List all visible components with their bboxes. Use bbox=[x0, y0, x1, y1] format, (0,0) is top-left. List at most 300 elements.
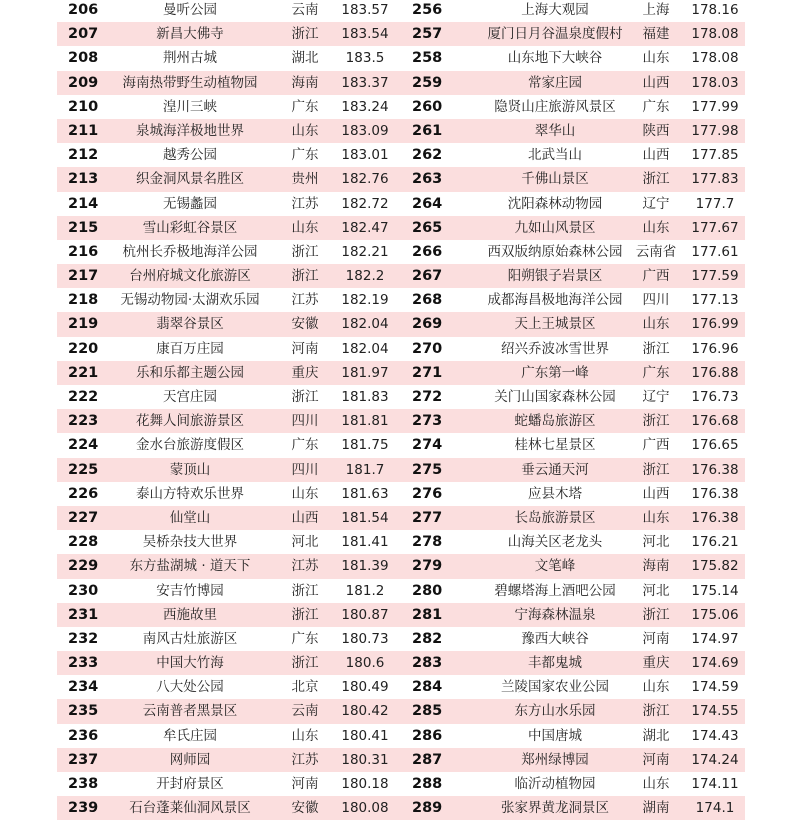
right-rank-cell: 268 bbox=[412, 292, 443, 309]
right-rank-cell: 278 bbox=[412, 534, 443, 551]
right-name-cell: 兰陵国家农业公园 bbox=[501, 679, 609, 696]
right-name-cell: 张家界黄龙洞景区 bbox=[501, 800, 609, 817]
right-name-cell: 九如山风景区 bbox=[514, 219, 596, 236]
left-rank-cell: 213 bbox=[68, 171, 99, 188]
right-province-cell: 广东 bbox=[642, 364, 670, 381]
left-name-cell: 康百万庄园 bbox=[156, 340, 224, 357]
left-province-cell: 河北 bbox=[291, 534, 319, 551]
left-name-cell: 泰山方特欢乐世界 bbox=[136, 485, 244, 502]
right-score-cell: 176.38 bbox=[691, 485, 739, 502]
left-province-cell: 四川 bbox=[291, 413, 319, 430]
right-rank-cell: 265 bbox=[412, 219, 443, 236]
left-province-cell: 浙江 bbox=[291, 655, 319, 672]
left-rank-cell: 237 bbox=[68, 751, 99, 768]
table-row bbox=[0, 627, 800, 651]
left-rank-cell: 234 bbox=[68, 679, 99, 696]
right-score-cell: 178.08 bbox=[691, 26, 739, 43]
left-score-cell: 181.7 bbox=[345, 461, 385, 478]
left-score-cell: 181.63 bbox=[341, 485, 389, 502]
right-province-cell: 浙江 bbox=[642, 340, 670, 357]
left-score-cell: 181.97 bbox=[341, 364, 389, 381]
left-province-cell: 广东 bbox=[291, 98, 319, 115]
left-province-cell: 山东 bbox=[291, 727, 319, 744]
left-name-cell: 开封府景区 bbox=[156, 776, 224, 792]
right-name-cell: 千佛山景区 bbox=[521, 171, 589, 188]
left-name-cell: 海南热带野生动植物园 bbox=[122, 74, 258, 91]
left-province-cell: 山西 bbox=[291, 509, 319, 526]
table-row bbox=[0, 288, 800, 312]
right-province-cell: 河北 bbox=[642, 534, 670, 551]
left-province-cell: 湖北 bbox=[291, 50, 319, 67]
right-name-cell: 山东地下大峡谷 bbox=[507, 50, 603, 67]
right-name-cell: 长岛旅游景区 bbox=[514, 509, 596, 526]
left-rank-cell: 215 bbox=[68, 219, 99, 236]
right-name-cell: 北武当山 bbox=[528, 147, 582, 164]
left-name-cell: 石台蓬莱仙洞风景区 bbox=[129, 800, 251, 817]
right-rank-cell: 277 bbox=[412, 509, 443, 526]
right-name-cell: 临沂动植物园 bbox=[514, 776, 596, 792]
left-province-cell: 浙江 bbox=[291, 243, 319, 260]
table-row bbox=[0, 119, 800, 143]
right-score-cell: 177.59 bbox=[691, 268, 739, 285]
left-name-cell: 雪山彩虹谷景区 bbox=[142, 219, 238, 236]
table-row bbox=[0, 772, 800, 796]
left-score-cell: 183.09 bbox=[341, 122, 389, 139]
right-rank-cell: 261 bbox=[412, 122, 443, 139]
left-province-cell: 云南 bbox=[291, 2, 319, 18]
left-province-cell: 江苏 bbox=[291, 558, 319, 575]
table-row bbox=[0, 699, 800, 723]
right-rank-cell: 275 bbox=[412, 461, 443, 478]
right-rank-cell: 287 bbox=[412, 751, 443, 768]
left-score-cell: 181.81 bbox=[341, 413, 389, 430]
right-rank-cell: 271 bbox=[412, 364, 443, 381]
right-rank-cell: 266 bbox=[412, 243, 443, 260]
left-name-cell: 荆州古城 bbox=[163, 50, 217, 67]
right-score-cell: 176.73 bbox=[691, 389, 739, 405]
left-score-cell: 182.04 bbox=[341, 316, 389, 333]
right-rank-cell: 285 bbox=[412, 703, 443, 720]
left-name-cell: 东方盐湖城 · 道天下 bbox=[129, 558, 251, 575]
right-name-cell: 翠华山 bbox=[534, 122, 576, 139]
left-name-cell: 花舞人间旅游景区 bbox=[136, 413, 244, 430]
table-row bbox=[0, 530, 800, 554]
table-row bbox=[0, 240, 800, 264]
left-score-cell: 182.04 bbox=[341, 340, 389, 357]
right-rank-cell: 264 bbox=[412, 195, 443, 212]
left-name-cell: 无锡动物园·太湖欢乐园 bbox=[120, 292, 260, 309]
right-province-cell: 河北 bbox=[642, 582, 670, 599]
left-score-cell: 182.76 bbox=[341, 171, 389, 188]
left-province-cell: 江苏 bbox=[291, 195, 319, 212]
left-name-cell: 新昌大佛寺 bbox=[156, 26, 224, 43]
left-name-cell: 蒙顶山 bbox=[169, 461, 211, 478]
right-province-cell: 四川 bbox=[642, 292, 670, 309]
right-score-cell: 178.16 bbox=[691, 2, 739, 18]
left-province-cell: 浙江 bbox=[291, 389, 319, 405]
left-name-cell: 云南普者黑景区 bbox=[142, 703, 238, 720]
table-row bbox=[0, 385, 800, 409]
left-score-cell: 180.49 bbox=[341, 679, 389, 696]
left-rank-cell: 214 bbox=[68, 195, 99, 212]
right-rank-cell: 267 bbox=[412, 268, 443, 285]
right-score-cell: 175.14 bbox=[691, 582, 739, 599]
right-province-cell: 山东 bbox=[642, 679, 670, 696]
right-name-cell: 关门山国家森林公园 bbox=[494, 389, 616, 405]
table-row bbox=[0, 579, 800, 603]
right-name-cell: 成都海昌极地海洋公园 bbox=[487, 292, 623, 309]
left-name-cell: 仙堂山 bbox=[169, 509, 211, 526]
right-name-cell: 西双版纳原始森林公园 bbox=[487, 243, 623, 260]
left-rank-cell: 222 bbox=[68, 389, 99, 405]
table-row bbox=[0, 409, 800, 433]
left-province-cell: 安徽 bbox=[291, 316, 319, 333]
left-score-cell: 182.2 bbox=[345, 268, 385, 285]
left-name-cell: 中国大竹海 bbox=[156, 655, 224, 672]
left-score-cell: 182.47 bbox=[341, 219, 389, 236]
right-province-cell: 广西 bbox=[642, 268, 670, 285]
table-row bbox=[0, 46, 800, 70]
right-name-cell: 绍兴乔波冰雪世界 bbox=[501, 340, 609, 357]
left-rank-cell: 209 bbox=[68, 74, 99, 91]
left-score-cell: 180.87 bbox=[341, 606, 389, 623]
left-rank-cell: 216 bbox=[68, 243, 99, 260]
right-province-cell: 山西 bbox=[642, 74, 670, 91]
right-score-cell: 176.21 bbox=[691, 534, 739, 551]
left-rank-cell: 228 bbox=[68, 534, 99, 551]
right-province-cell: 湖北 bbox=[642, 727, 670, 744]
right-rank-cell: 269 bbox=[412, 316, 443, 333]
left-rank-cell: 235 bbox=[68, 703, 99, 720]
left-name-cell: 吴桥杂技大世界 bbox=[142, 534, 238, 551]
left-rank-cell: 230 bbox=[68, 582, 99, 599]
right-name-cell: 沈阳森林动物园 bbox=[507, 195, 603, 212]
right-score-cell: 177.13 bbox=[691, 292, 739, 309]
right-score-cell: 177.85 bbox=[691, 147, 739, 164]
right-score-cell: 174.11 bbox=[691, 776, 739, 792]
right-rank-cell: 273 bbox=[412, 413, 443, 430]
left-score-cell: 182.19 bbox=[341, 292, 389, 309]
right-score-cell: 177.7 bbox=[695, 195, 735, 212]
right-name-cell: 桂林七星景区 bbox=[514, 437, 596, 454]
right-score-cell: 178.08 bbox=[691, 50, 739, 67]
left-province-cell: 山东 bbox=[291, 122, 319, 139]
right-name-cell: 隐贤山庄旅游风景区 bbox=[494, 98, 616, 115]
left-name-cell: 乐和乐都主题公园 bbox=[136, 364, 244, 381]
right-rank-cell: 276 bbox=[412, 485, 443, 502]
right-name-cell: 郑州绿博园 bbox=[521, 751, 589, 768]
right-score-cell: 178.03 bbox=[691, 74, 739, 91]
left-score-cell: 181.2 bbox=[345, 582, 385, 599]
right-name-cell: 厦门日月谷温泉度假村 bbox=[487, 26, 623, 43]
left-name-cell: 金水台旅游度假区 bbox=[136, 437, 244, 454]
right-rank-cell: 284 bbox=[412, 679, 443, 696]
right-score-cell: 174.59 bbox=[691, 679, 739, 696]
left-score-cell: 180.08 bbox=[341, 800, 389, 817]
left-rank-cell: 239 bbox=[68, 800, 99, 817]
left-rank-cell: 207 bbox=[68, 26, 99, 43]
left-rank-cell: 219 bbox=[68, 316, 99, 333]
right-rank-cell: 281 bbox=[412, 606, 443, 623]
table-row bbox=[0, 71, 800, 95]
left-score-cell: 180.6 bbox=[345, 655, 385, 672]
left-province-cell: 江苏 bbox=[291, 292, 319, 309]
right-province-cell: 辽宁 bbox=[642, 195, 670, 212]
table-row bbox=[0, 724, 800, 748]
right-name-cell: 阳朔银子岩景区 bbox=[507, 268, 603, 285]
left-score-cell: 181.41 bbox=[341, 534, 389, 551]
left-province-cell: 北京 bbox=[291, 679, 319, 696]
table-row bbox=[0, 748, 800, 772]
table-row bbox=[0, 264, 800, 288]
left-name-cell: 网师园 bbox=[169, 751, 211, 768]
table-row bbox=[0, 95, 800, 119]
right-name-cell: 常家庄园 bbox=[528, 74, 582, 91]
right-name-cell: 天上王城景区 bbox=[514, 316, 596, 333]
left-name-cell: 杭州长乔极地海洋公园 bbox=[122, 243, 258, 260]
right-rank-cell: 289 bbox=[412, 800, 443, 817]
left-name-cell: 湟川三峡 bbox=[163, 98, 217, 115]
table-row bbox=[0, 143, 800, 167]
left-province-cell: 浙江 bbox=[291, 26, 319, 43]
right-province-cell: 山西 bbox=[642, 485, 670, 502]
left-province-cell: 浙江 bbox=[291, 606, 319, 623]
left-rank-cell: 225 bbox=[68, 461, 99, 478]
right-rank-cell: 262 bbox=[412, 147, 443, 164]
left-rank-cell: 208 bbox=[68, 50, 99, 67]
left-score-cell: 181.75 bbox=[341, 437, 389, 454]
right-score-cell: 174.97 bbox=[691, 630, 739, 647]
left-rank-cell: 206 bbox=[68, 2, 99, 18]
right-score-cell: 176.38 bbox=[691, 509, 739, 526]
right-name-cell: 应县木塔 bbox=[528, 485, 582, 502]
right-name-cell: 广东第一峰 bbox=[521, 364, 589, 381]
table-row bbox=[0, 458, 800, 482]
right-name-cell: 蛇蟠岛旅游区 bbox=[514, 413, 596, 430]
left-province-cell: 浙江 bbox=[291, 582, 319, 599]
left-rank-cell: 227 bbox=[68, 509, 99, 526]
left-province-cell: 重庆 bbox=[291, 364, 319, 381]
left-name-cell: 安吉竹博园 bbox=[156, 582, 224, 599]
left-score-cell: 180.41 bbox=[341, 727, 389, 744]
table-row bbox=[0, 796, 800, 820]
right-name-cell: 山海关区老龙头 bbox=[507, 534, 603, 551]
right-score-cell: 174.24 bbox=[691, 751, 739, 768]
table-row bbox=[0, 312, 800, 336]
right-score-cell: 176.38 bbox=[691, 461, 739, 478]
right-province-cell: 海南 bbox=[642, 558, 670, 575]
left-name-cell: 八大处公园 bbox=[156, 679, 224, 696]
left-province-cell: 云南 bbox=[291, 703, 319, 720]
right-score-cell: 176.99 bbox=[691, 316, 739, 333]
right-rank-cell: 274 bbox=[412, 437, 443, 454]
left-rank-cell: 221 bbox=[68, 364, 99, 381]
right-province-cell: 湖南 bbox=[642, 800, 670, 817]
right-province-cell: 浙江 bbox=[642, 171, 670, 188]
table-row bbox=[0, 603, 800, 627]
left-province-cell: 河南 bbox=[291, 776, 319, 792]
left-score-cell: 181.54 bbox=[341, 509, 389, 526]
right-province-cell: 福建 bbox=[642, 26, 670, 43]
right-province-cell: 山西 bbox=[642, 147, 670, 164]
left-rank-cell: 231 bbox=[68, 606, 99, 623]
table-row bbox=[0, 651, 800, 675]
left-name-cell: 泉城海洋极地世界 bbox=[136, 122, 244, 139]
left-name-cell: 牟氏庄园 bbox=[163, 727, 217, 744]
left-province-cell: 广东 bbox=[291, 437, 319, 454]
left-rank-cell: 238 bbox=[68, 776, 99, 792]
left-score-cell: 180.31 bbox=[341, 751, 389, 768]
left-name-cell: 翡翠谷景区 bbox=[156, 316, 224, 333]
table-row bbox=[0, 506, 800, 530]
left-rank-cell: 212 bbox=[68, 147, 99, 164]
right-score-cell: 176.68 bbox=[691, 413, 739, 430]
right-name-cell: 上海大观园 bbox=[521, 2, 589, 18]
left-rank-cell: 224 bbox=[68, 437, 99, 454]
left-rank-cell: 210 bbox=[68, 98, 99, 115]
left-province-cell: 浙江 bbox=[291, 268, 319, 285]
left-province-cell: 山东 bbox=[291, 485, 319, 502]
right-score-cell: 177.99 bbox=[691, 98, 739, 115]
left-score-cell: 181.83 bbox=[341, 389, 389, 405]
left-province-cell: 四川 bbox=[291, 461, 319, 478]
left-rank-cell: 211 bbox=[68, 122, 99, 139]
left-score-cell: 180.18 bbox=[341, 776, 389, 792]
right-province-cell: 浙江 bbox=[642, 461, 670, 478]
table-row bbox=[0, 0, 800, 22]
table-row bbox=[0, 675, 800, 699]
right-rank-cell: 263 bbox=[412, 171, 443, 188]
right-rank-cell: 259 bbox=[412, 74, 443, 91]
left-province-cell: 广东 bbox=[291, 147, 319, 164]
right-rank-cell: 288 bbox=[412, 776, 443, 792]
left-rank-cell: 226 bbox=[68, 485, 99, 502]
right-score-cell: 174.55 bbox=[691, 703, 739, 720]
left-rank-cell: 217 bbox=[68, 268, 99, 285]
table-row bbox=[0, 337, 800, 361]
right-score-cell: 174.69 bbox=[691, 655, 739, 672]
right-province-cell: 广东 bbox=[642, 98, 670, 115]
right-name-cell: 东方山水乐园 bbox=[514, 703, 596, 720]
right-rank-cell: 283 bbox=[412, 655, 443, 672]
left-score-cell: 183.24 bbox=[341, 98, 389, 115]
right-rank-cell: 280 bbox=[412, 582, 443, 599]
left-province-cell: 河南 bbox=[291, 340, 319, 357]
right-score-cell: 174.1 bbox=[695, 800, 735, 817]
right-province-cell: 辽宁 bbox=[642, 389, 670, 405]
table-row bbox=[0, 192, 800, 216]
left-name-cell: 越秀公园 bbox=[163, 147, 217, 164]
right-rank-cell: 257 bbox=[412, 26, 443, 43]
left-score-cell: 182.72 bbox=[341, 195, 389, 212]
right-name-cell: 丰都鬼城 bbox=[528, 655, 582, 672]
left-name-cell: 南风古灶旅游区 bbox=[142, 630, 238, 647]
left-name-cell: 天宫庄园 bbox=[163, 389, 217, 405]
right-rank-cell: 258 bbox=[412, 50, 443, 67]
right-province-cell: 山东 bbox=[642, 509, 670, 526]
right-province-cell: 山东 bbox=[642, 316, 670, 333]
right-rank-cell: 260 bbox=[412, 98, 443, 115]
left-rank-cell: 229 bbox=[68, 558, 99, 575]
left-score-cell: 180.73 bbox=[341, 630, 389, 647]
right-rank-cell: 282 bbox=[412, 630, 443, 647]
left-score-cell: 183.57 bbox=[341, 2, 389, 18]
right-name-cell: 宁海森林温泉 bbox=[514, 606, 596, 623]
left-score-cell: 183.01 bbox=[341, 147, 389, 164]
left-rank-cell: 218 bbox=[68, 292, 99, 309]
left-score-cell: 181.39 bbox=[341, 558, 389, 575]
left-province-cell: 江苏 bbox=[291, 751, 319, 768]
left-rank-cell: 236 bbox=[68, 727, 99, 744]
right-province-cell: 重庆 bbox=[642, 655, 670, 672]
left-score-cell: 183.37 bbox=[341, 74, 389, 91]
left-rank-cell: 232 bbox=[68, 630, 99, 647]
left-score-cell: 183.5 bbox=[345, 50, 385, 67]
right-score-cell: 176.65 bbox=[691, 437, 739, 454]
table-row bbox=[0, 433, 800, 457]
table-row bbox=[0, 361, 800, 385]
left-name-cell: 西施故里 bbox=[163, 606, 217, 623]
right-province-cell: 浙江 bbox=[642, 413, 670, 430]
table-row bbox=[0, 216, 800, 240]
right-score-cell: 175.82 bbox=[691, 558, 739, 575]
right-name-cell: 中国唐城 bbox=[528, 727, 582, 744]
right-rank-cell: 256 bbox=[412, 2, 443, 18]
left-score-cell: 182.21 bbox=[341, 243, 389, 260]
left-score-cell: 183.54 bbox=[341, 26, 389, 43]
left-name-cell: 织金洞风景名胜区 bbox=[136, 171, 244, 188]
right-province-cell: 山东 bbox=[642, 50, 670, 67]
right-rank-cell: 272 bbox=[412, 389, 443, 405]
right-name-cell: 豫西大峡谷 bbox=[521, 630, 589, 647]
right-score-cell: 177.83 bbox=[691, 171, 739, 188]
left-rank-cell: 220 bbox=[68, 340, 99, 357]
right-score-cell: 175.06 bbox=[691, 606, 739, 623]
left-score-cell: 180.42 bbox=[341, 703, 389, 720]
right-province-cell: 河南 bbox=[642, 630, 670, 647]
right-province-cell: 浙江 bbox=[642, 703, 670, 720]
right-score-cell: 174.43 bbox=[691, 727, 739, 744]
left-province-cell: 安徽 bbox=[291, 800, 319, 817]
right-rank-cell: 279 bbox=[412, 558, 443, 575]
right-province-cell: 山东 bbox=[642, 776, 670, 792]
right-score-cell: 177.61 bbox=[691, 243, 739, 260]
right-score-cell: 177.67 bbox=[691, 219, 739, 236]
right-name-cell: 垂云通天河 bbox=[521, 461, 589, 478]
right-rank-cell: 286 bbox=[412, 727, 443, 744]
right-score-cell: 177.98 bbox=[691, 122, 739, 139]
table-row bbox=[0, 22, 800, 46]
table-row bbox=[0, 482, 800, 506]
left-province-cell: 广东 bbox=[291, 630, 319, 647]
right-rank-cell: 270 bbox=[412, 340, 443, 357]
left-name-cell: 无锡蠡园 bbox=[163, 195, 217, 212]
right-province-cell: 上海 bbox=[642, 2, 670, 18]
right-province-cell: 云南省 bbox=[635, 243, 677, 260]
right-name-cell: 碧螺塔海上酒吧公园 bbox=[494, 582, 616, 599]
right-name-cell: 文笔峰 bbox=[534, 558, 576, 575]
right-score-cell: 176.96 bbox=[691, 340, 739, 357]
right-province-cell: 陕西 bbox=[642, 122, 670, 139]
left-rank-cell: 233 bbox=[68, 655, 99, 672]
left-name-cell: 曼听公园 bbox=[163, 2, 217, 18]
right-province-cell: 山东 bbox=[642, 219, 670, 236]
right-province-cell: 河南 bbox=[642, 751, 670, 768]
right-score-cell: 176.88 bbox=[691, 364, 739, 381]
left-name-cell: 台州府城文化旅游区 bbox=[129, 268, 251, 285]
left-province-cell: 海南 bbox=[291, 74, 319, 91]
left-province-cell: 山东 bbox=[291, 219, 319, 236]
